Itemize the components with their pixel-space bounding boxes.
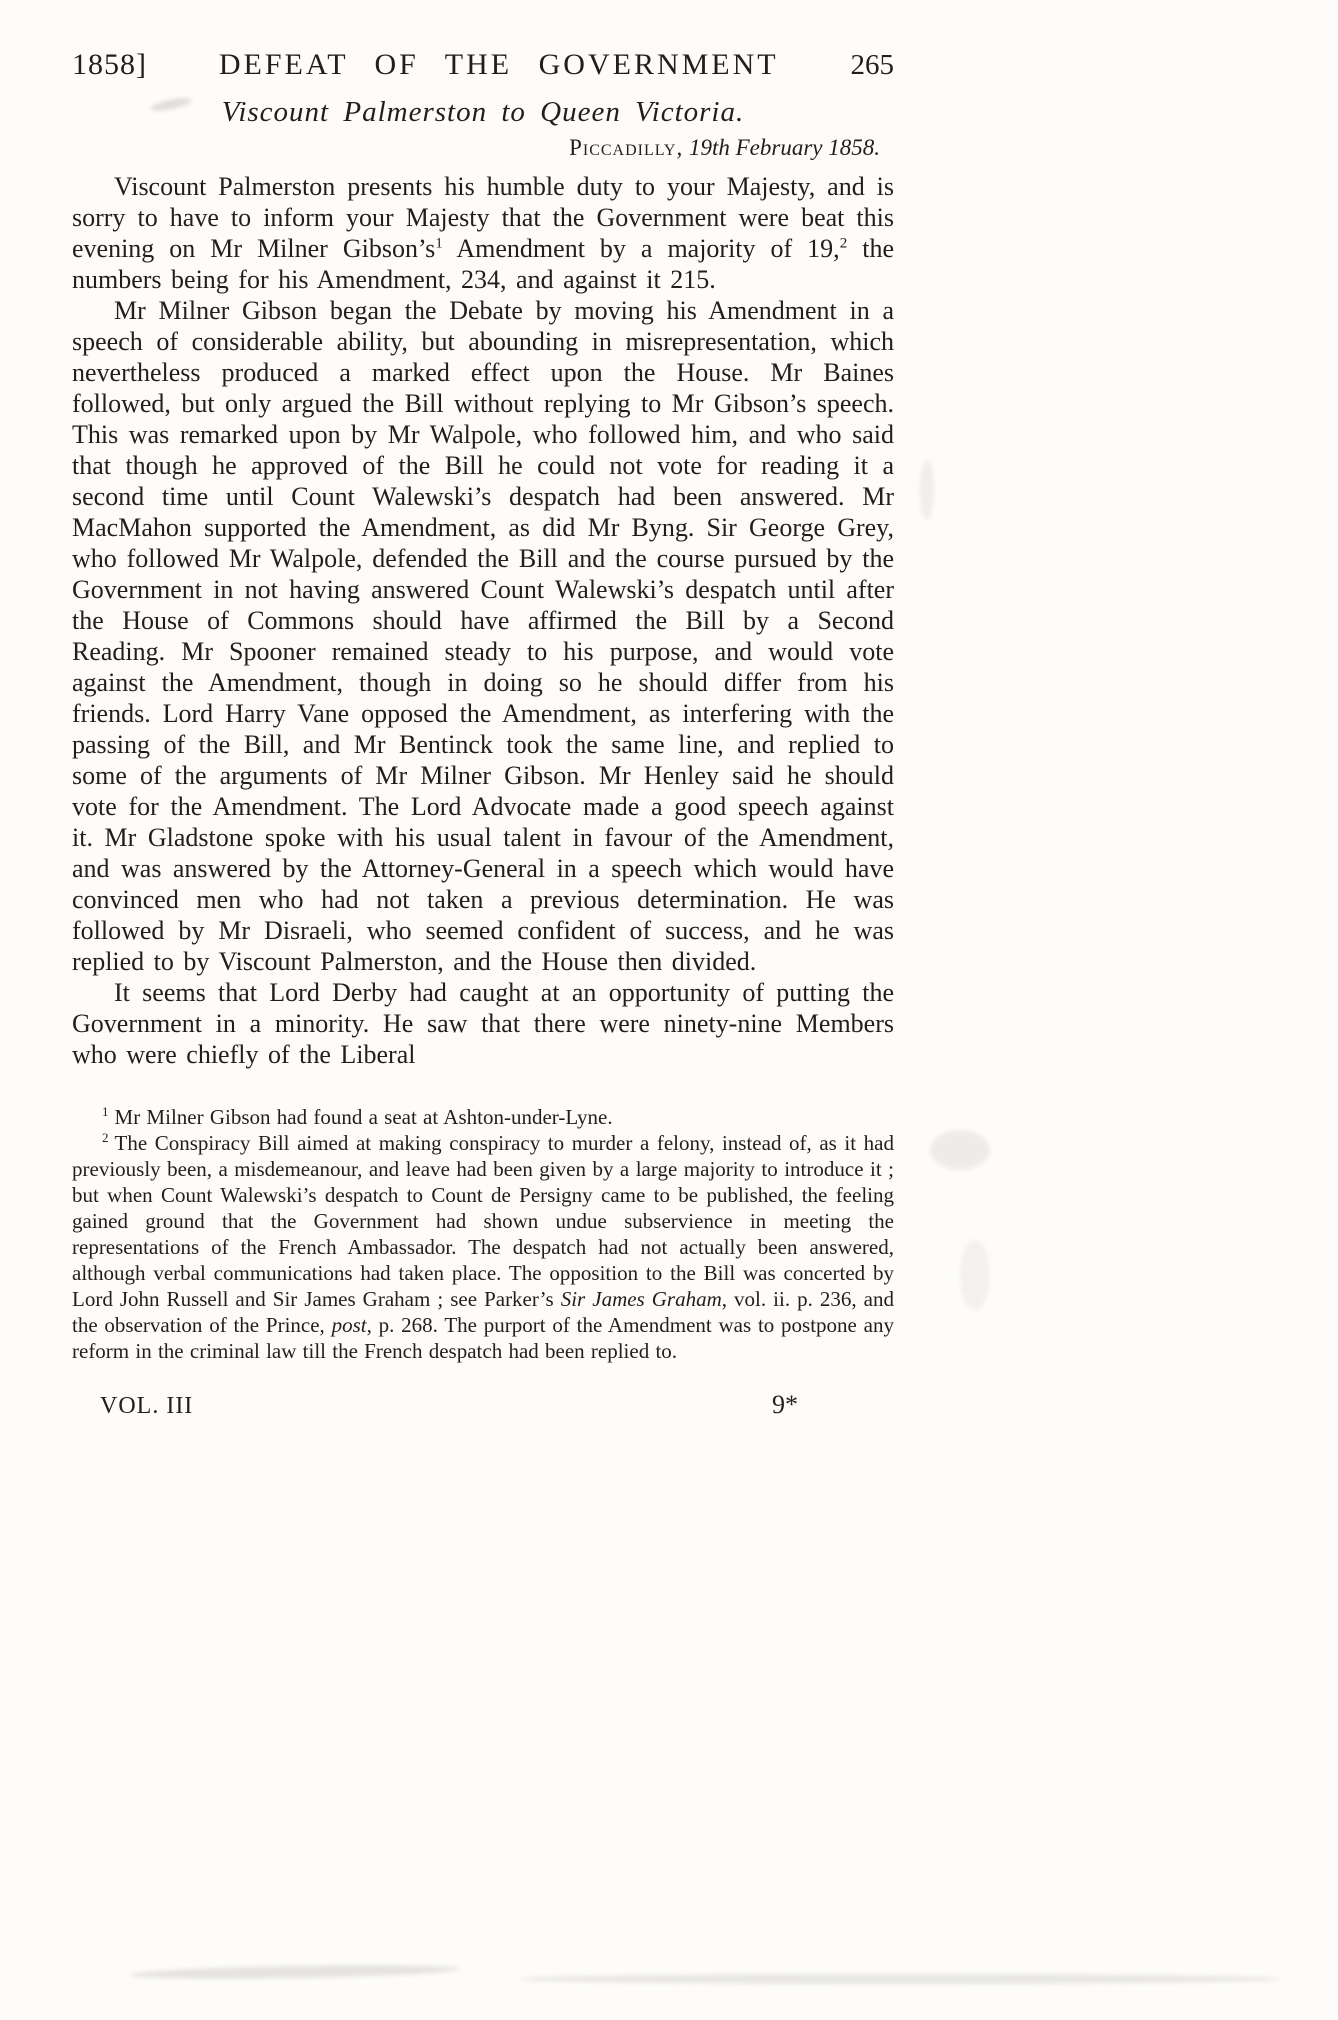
- running-head: [72, 48, 894, 82]
- paragraph-text: the numbers being for his Amendment, 234, and against it 215.: [72, 234, 894, 294]
- footnote-2: [72, 1130, 894, 1364]
- scan-artifact: [520, 1974, 1280, 1984]
- dateline-date: 19th February 1858.: [688, 135, 880, 160]
- footnote-marker-2: 2: [102, 1130, 109, 1145]
- footnote-reference-1: 1: [435, 235, 443, 252]
- letter-paragraph-3: It seems that Lord Derby had caught at an opportunity of putting the Government in a minority. He saw that there were ninety-nine Members who were chiefly of the Liberal: [72, 978, 894, 1069]
- footnote-text: Mr Milner Gibson had found a seat at Ashton-under-Lyne.: [114, 1105, 613, 1129]
- paragraph-text: Amendment by a majority of 19,: [442, 234, 840, 263]
- page-footer: [72, 1390, 894, 1420]
- footnote-1: [72, 1104, 894, 1130]
- dateline-place: Piccadilly,: [569, 135, 684, 160]
- dateline: [72, 135, 880, 161]
- letter-paragraph-1: [72, 171, 894, 295]
- paragraph-text: Viscount Palmerston presents his humble duty to your Majesty, and is sorry to have to inform your Majesty that the Government were beat this evening on Mr Milner Gibson’s: [72, 172, 894, 263]
- footnote-text: , vol. ii. p. 236, and the observation of the Prince,: [72, 1287, 895, 1337]
- footnote-reference-2: 2: [839, 235, 848, 252]
- scan-artifact: [930, 1130, 990, 1170]
- volume-label: VOL. III: [100, 1393, 194, 1419]
- footnote-italic-post: post: [331, 1313, 367, 1337]
- footnote-text: , p. 268. The purport of the Amendment was to postpone any reform in the criminal law till the French despatch had been replied to.: [72, 1313, 894, 1363]
- footnote-marker-1: 1: [102, 1104, 109, 1119]
- page-number: 265: [850, 49, 894, 81]
- running-head-year: 1858]: [72, 48, 147, 81]
- footnote-italic-book-title: Sir James Graham: [560, 1287, 722, 1311]
- footnotes-section: [72, 1104, 894, 1364]
- scan-artifact: [130, 1963, 460, 1981]
- signature-mark: 9*: [772, 1390, 798, 1419]
- scan-artifact: [920, 460, 934, 520]
- page-content: [72, 48, 894, 1420]
- footnote-text: The Conspiracy Bill aimed at making conspiracy to murder a felony, instead of, as it had previously been, a misdemeanour, and leave had been given by a large majority to introduce it ; but when Count Walewski’s despatch to Count de Persigny came to be published, the feeling gained ground that the Government had shown undue subservience in meeting the representations of the French Ambassador. The despatch had not actually been answered, although verbal communications had taken place. The opposition to the Bill was concerted by Lord John Russell and Sir James Graham ; see Parker’s: [72, 1131, 894, 1311]
- running-head-title: DEFEAT OF THE GOVERNMENT: [218, 48, 779, 81]
- letter-title: Viscount Palmerston to Queen Victoria.: [221, 96, 745, 128]
- scan-artifact: [960, 1240, 990, 1310]
- letter-paragraph-2: Mr Milner Gibson began the Debate by moving his Amendment in a speech of considerable ability, but abounding in misrepresentation, which nevertheless produced a marked effect upon the House. Mr Baines followed, but only argued the Bill without replying to Mr Gibson’s speech. This was remarked upon by Mr Walpole, who followed him, and who said that though he approved of the Bill he could not vote for reading it a second time until Count Walewski’s despatch had been answered. Mr MacMahon supported the Amendment, as did Mr Byng. Sir George Grey, who followed Mr Walpole, defended the Bill and the course pursued by the Government in not having answered Count Walewski’s despatch until after the House of Commons should have affirmed the Bill by a Second Reading. Mr Spooner remained steady to his purpose, and would vote against the Amendment, though in doing so he should differ from his friends. Lord Harry Vane opposed the Amendment, as interfering with the passing of the Bill, and Mr Bentinck took the same line, and replied to some of the arguments of Mr Milner Gibson. Mr Henley said he should vote for the Amendment. The Lord Advocate made a good speech against it. Mr Gladstone spoke with his usual talent in favour of the Amendment, and was answered by the Attorney-General in a speech which would have convinced men who had not taken a previous determination. He was followed by Mr Disraeli, who seemed confident of success, and he was replied to by Viscount Palmerston, and the House then divided.: [72, 296, 894, 976]
